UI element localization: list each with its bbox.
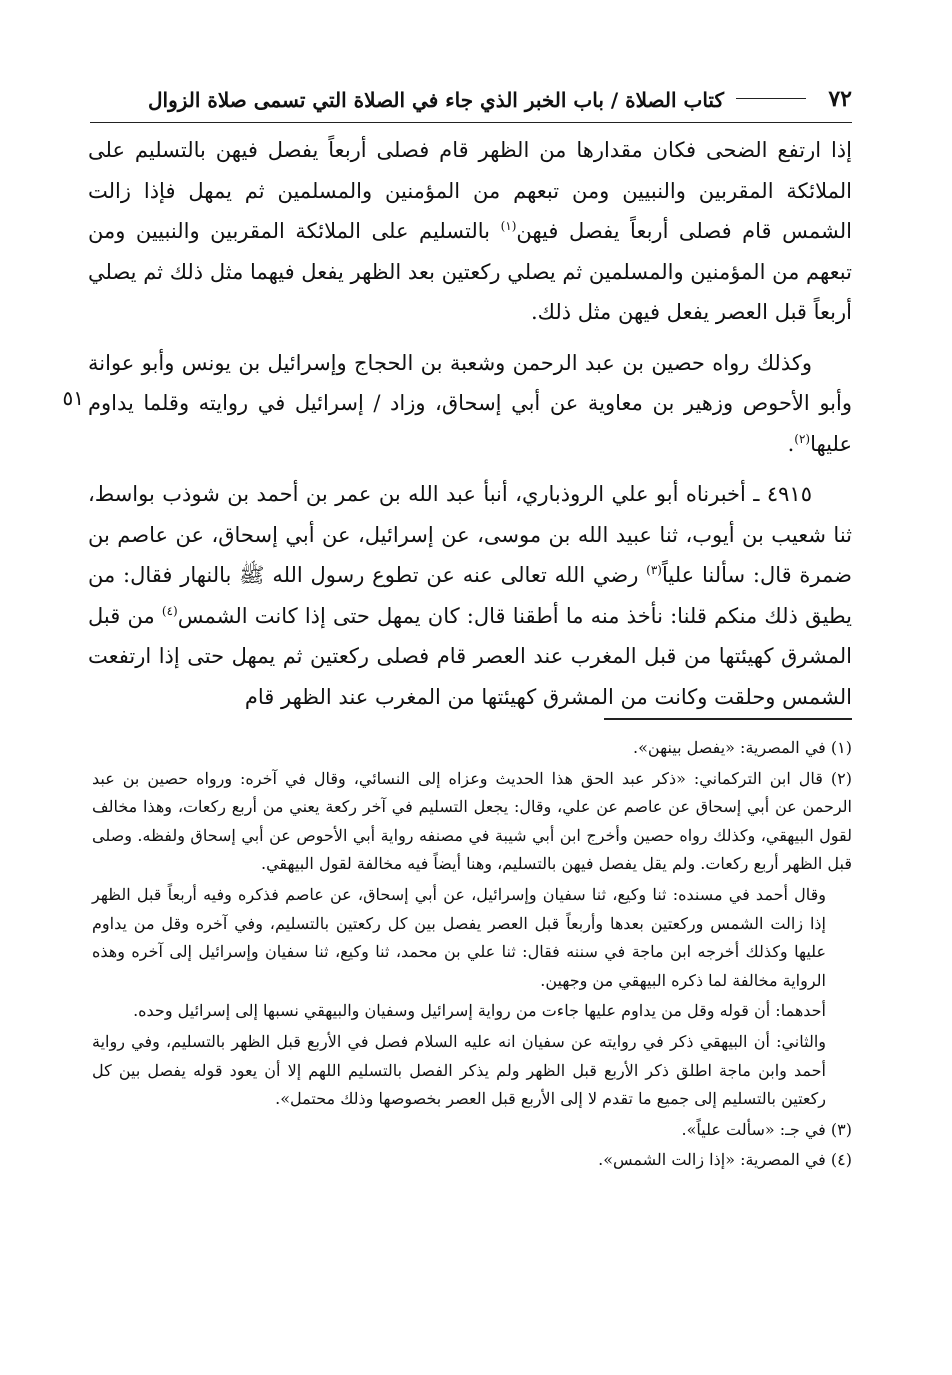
running-head [90,82,852,123]
chapter-title: كتاب الصلاة / باب الخبر الذي جاء في الصلاة التي تسمى صلاة الزوال [148,88,724,112]
note-ref-4: (٤) [161,603,178,618]
hadith-4915 [88,474,852,717]
footnote-2: (٢) قال ابن التركماني: «ذكر عبد الحق هذا الحديث وعزاه إلى النسائي، وقال في آخره: ورواه حصين بن عبد الرحمن عن أبي إسحاق عن عاصم عن علي، وقال: يجعل التسليم في آخر ركعة يعني من أربع ركعات، وهذا مخالف لقول البيهقي، وكذلك رواه حصين وأخرج ابن أبي شيبة في مصنفه رواية أبي الأحوص عن أبي إسحاق ولفظه. وصلى قبل الظهر أربع ركعات. ولم يقل يفصل فيهن بالتسليم، وهنا أيضاً فيه مخالفة لقول البيهقي. [92,768,853,874]
paragraph-2-end: . [787,431,795,456]
header-dash [736,98,806,99]
hadith-4915-text-end: من قبل المشرق كهيئتها من قبل المغرب عند العصر قام فصلى ركعتين ثم يمهل حتى إذا ارتفعت الشمس وحلقت وكانت من المشرق كهيئتها من المغرب عند الظهر قام [88,603,852,709]
footnote-3: (٣) في جـ: «سألت علياً». [681,1119,852,1139]
note-ref-2: (٢) [794,431,811,446]
footnote-1: (١) في المصرية: «يفصل بينهن». [633,738,852,757]
footnote-2-para-3: أحدهما: أن قوله وقل من يداوم عليها جاءت من رواية إسرائيل وسفيان والبيهقي نسبها إلى إسرائيل وحده. [133,1001,826,1021]
footnote-separator [604,718,852,720]
footnote-4: (٤) في المصرية: «إذا زالت الشمس». [598,1150,852,1170]
hadith-4915-text: ٤٩١٥ ـ أخبرناه أبو علي الروذباري، أنبأ عبد الله بن عمر بن أحمد بن شوذب بواسط، ثنا شعيب بن أيوب، ثنا عبيد الله بن موسى، عن إسرائيل، عن أبي إسحاق، عن عاصم بن ضمرة قال: سألنا علياً [88,482,852,587]
paragraph-1-text-cont: بالتسليم على الملائكة المقربين والنبيين ومن تبعهم من المؤمنين والمسلمين ثم يصلي ركعتين بعد الظهر يفعل فيهما مثل ذلك ثم يصلي أربعاً قبل العصر يفعل فيهن مثل ذلك. [88,219,852,324]
footnote-2-para-2: وقال أحمد في مسنده: ثنا وكيع، ثنا سفيان وإسرائيل، عن أبي إسحاق، عن عاصم فذكره وفيه أربعاً قبل الظهر إذا زالت الشمس وركعتين بعدها وأربعاً قبل العصر يفصل بين كل ركعتين بالتسليم، وفي آخره وقل من يداوم عليها وكذلك أخرجه ابن ماجة في سننه فقال: ثنا علي بن محمد، ثنا وكيع، ثنا سفيان وإسرائيل إلى آخره وهذه الرواية مخالفة لما ذكره البيهقي من وجهين. [92,884,827,990]
paragraph-1 [88,130,852,333]
hadith-4915-text-cont: رضي الله تعالى عنه عن تطوع رسول الله ﷺ بالنهار فقال: من يطيق ذلك منكم قلنا: نأخذ منه ما أطقنا قال: كان يمهل حتى إذا كانت الشمس [88,563,852,628]
page-number: ٧٢ [828,86,852,112]
paragraph-2 [88,343,852,465]
margin-page-number: ٥١ [62,386,84,410]
note-ref-3: (٣) [646,563,662,577]
paragraph-2-text: وكذلك رواه حصين بن عبد الرحمن وشعبة بن الحجاج وإسرائيل بن يونس وأبو عوانة وأبو الأحوص وزهير بن معاوية عن أبي إسحاق، وزاد / إسرائيل في روايته وقلما يداوم عليها [88,350,852,456]
note-ref-1: (١) [500,219,517,233]
footnote-2-para-4: والثاني: أن البيهقي ذكر في روايته عن سفيان انه عليه السلام فصل في الأربع قبل الظهر بالتسليم، وفي رواية أحمد وابن ماجة اطلق ذكر الأربع قبل الظهر ولم يذكر الفصل بالتسليم اللهم إلا أن يعود قوله يفصل بين كل ركعتين بالتسليم إلى جميع ما تقدم لا إلى الأربع قبل العصر بخصوصها وذلك محتمل». [92,1031,826,1109]
footnotes [92,734,852,1177]
main-text [88,130,852,727]
paragraph-1-text: إذا ارتفع الضحى فكان مقدارها من الظهر قام فصلى أربعاً يفصل فيهن بالتسليم على الملائكة المقربين والنبيين ومن تبعهم من المؤمنين والمسلمين ثم يمهل فإذا زالت الشمس قام فصلى أربعاً يفصل فيهن [88,138,853,243]
